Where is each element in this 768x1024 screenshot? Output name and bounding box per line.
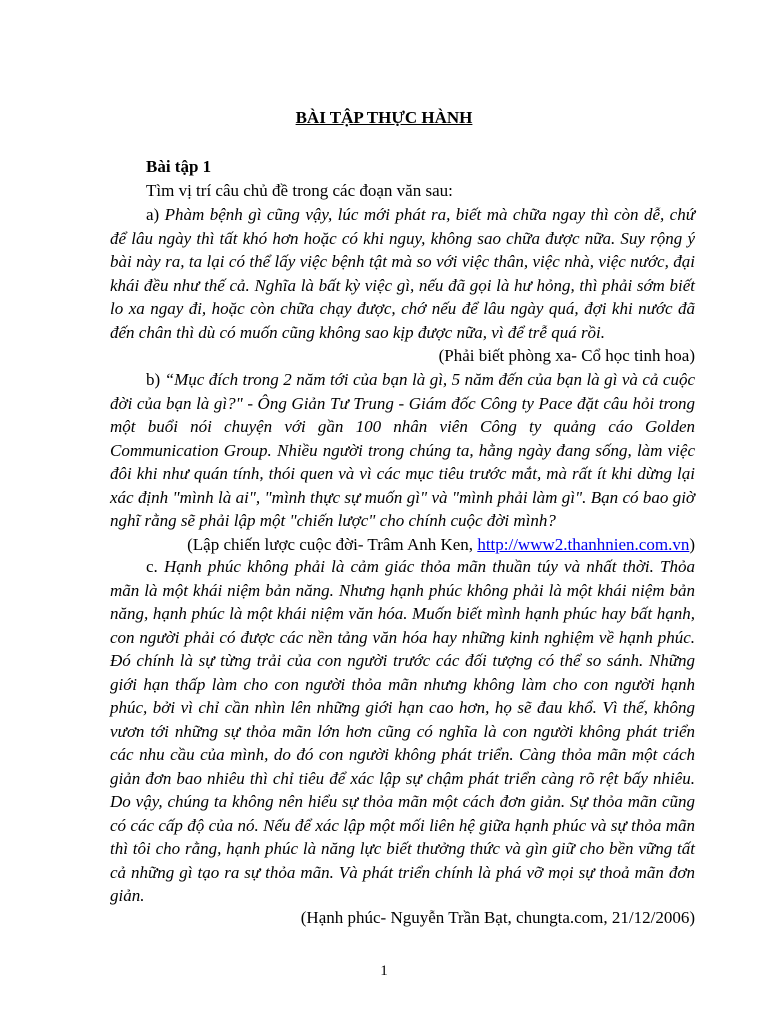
paragraph-b-text: “Mục đích trong 2 năm tới của bạn là gì, 5 năm đến của bạn là gì và cả cuộc đời của bạn là gì?" - Ông Giản Tư Trung - Giám đốc Công ty Pace đặt câu hỏi trong một buổi nói chuyện với gần 100 nhân viên Công ty quảng cáo Golden Communication Group. Nhiều người trong chúng ta, hằng ngày đang sống, làm việc đôi khi như quán tính, thói quen và vì các mục tiêu trước mắt, mà rất ít khi dừng lại xác định "mình là ai", "mình thực sự muốn gì" và "mình phải làm gì". Bạn có bao giờ nghĩ rằng sẽ phải lập một "chiến lược" cho chính cuộc đời mình? xyxy=(110,370,696,530)
paragraph-c xyxy=(110,555,695,908)
paragraph-c-source: (Hạnh phúc- Nguyễn Trần Bạt, chungta.com, 21/12/2006) xyxy=(300,908,695,927)
page-title: BÀI TẬP THỰC HÀNH xyxy=(295,108,473,127)
page-number: 1 xyxy=(380,963,388,979)
paragraph-b xyxy=(110,368,695,533)
paragraph-b-source-suffix: ) xyxy=(689,535,695,554)
paragraph-b-source-prefix: (Lập chiến lược cuộc đời- Trâm Anh Ken, xyxy=(187,535,478,554)
paragraph-a-label: a) xyxy=(146,205,165,224)
paragraph-a-source: (Phải biết phòng xa- Cổ học tinh hoa) xyxy=(438,346,695,365)
paragraph-b-label: b) xyxy=(146,370,165,389)
paragraph-a xyxy=(110,203,695,344)
paragraph-c-text: Hạnh phúc không phải là cảm giác thỏa mãn thuần túy và nhất thời. Thỏa mãn là một khái niệm bản năng. Nhưng hạnh phúc không phải là một khái niệm bản năng, hạnh phúc là một khái niệm văn hóa. Muốn biết mình hạnh phúc hay bất hạnh, con người phải có được các nền tảng văn hóa hay những kinh nghiệm về hạnh phúc. Đó chính là sự từng trải của con người trước các đối tượng có thể so sánh. Những giới hạn thấp làm cho con người thỏa mãn nhưng không làm cho con người hạnh phúc, bởi vì chỉ cần nhìn lên những giới hạn cao hơn, họ sẽ đau khổ. Vì thế, không vươn tới những sự thỏa mãn lớn hơn cũng có nghĩa là con người không phát triển các nhu cầu của mình, do đó con người không phát triển. Càng thỏa mãn một cách giản đơn bao nhiêu thì chỉ tiêu để xác lập sự chậm phát triển càng rõ rệt bấy nhiêu. Do vậy, chúng ta không nên hiểu sự thỏa mãn một cách đơn giản. Sự thỏa mãn cũng có các cấp độ của nó. Nếu để xác lập một mối liên hệ giữa hạnh phúc và sự thỏa mãn thì tôi cho rằng, hạnh phúc là năng lực biết thưởng thức và gìn giữ cho bền vững tất cả những gì tạo ra sự thỏa mãn. Và phát triển chính là phá vỡ mọi sự thoả mãn đơn giản. xyxy=(110,557,696,905)
paragraph-a-text: Phàm bệnh gì cũng vậy, lúc mới phát ra, biết mà chữa ngay thì còn dễ, chứ để lâu ngày thì tất khó hơn hoặc có khi nguy, không sao chữa được nữa. Suy rộng ý bài này ra, ta lại có thể lấy việc bệnh tật mà so với việc thân, việc nhà, việc nước, đại khái đều như thế cả. Nghĩa là bất kỳ việc gì, nếu đã gọi là hư hỏng, thì phải sớm biết lo xa ngay đi, hoặc còn chữa chạy được, chớ nếu để lâu ngày quá, đợi khi nước đã đến chân thì dù có muốn cũng không sao kịp được nữa, vì để trễ quá rồi. xyxy=(110,205,695,342)
exercise-heading: Bài tập 1 xyxy=(146,157,212,176)
paragraph-b-source xyxy=(187,535,695,555)
source-link[interactable]: http://www2.thanhnien.com.vn xyxy=(477,535,690,554)
exercise-prompt: Tìm vị trí câu chủ đề trong các đoạn văn sau: xyxy=(146,181,453,200)
paragraph-c-label: c. xyxy=(146,557,164,576)
